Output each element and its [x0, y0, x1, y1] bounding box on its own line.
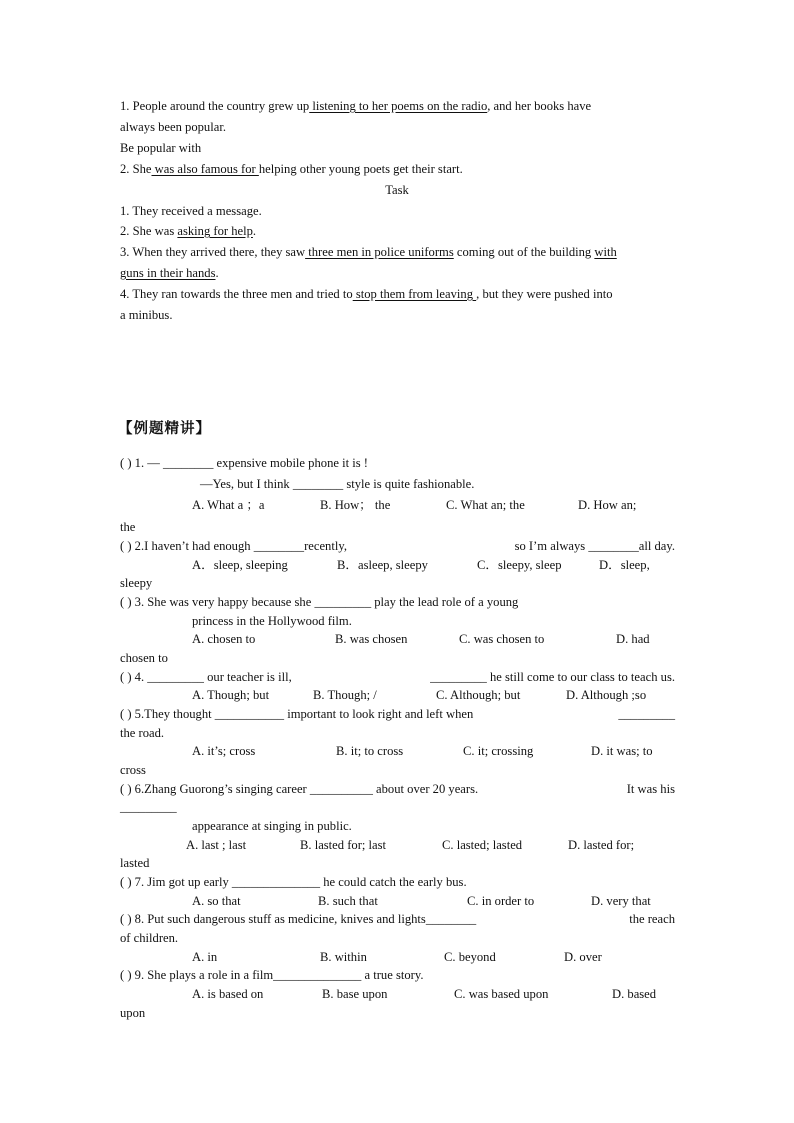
phrase: Be popular with [120, 141, 202, 155]
q9-option-d: D. based [612, 987, 657, 1001]
q9-option-a: A. is based on [192, 987, 264, 1001]
q4-option-a: A. Though; but [192, 688, 270, 702]
q6-option-c: C. lasted; lasted [442, 838, 523, 852]
task-1: 1. They received a message. [120, 204, 262, 218]
q7-option-c: C. in order to [467, 894, 535, 908]
q4-options [192, 686, 646, 704]
q1-options [192, 496, 636, 514]
q4-option-d: D. Although ;so [566, 688, 647, 702]
task-2: 2. She was asking for help. [120, 224, 257, 238]
q2-line: ( ) 2.I haven’t had enough ________recently, so I’m always ________all day. [120, 539, 675, 553]
q3-option-b: B. was chosen [335, 632, 408, 646]
q7-line: ( ) 7. Jim got up early ______________ he could catch the early bus. [120, 875, 467, 889]
q9-options [192, 985, 656, 1003]
q2-options [192, 556, 650, 574]
q1-option-a: A. What a ；a [192, 498, 265, 512]
task-heading: Task [385, 183, 409, 197]
q6-line2: appearance at singing in public. [192, 819, 352, 833]
q4-line: ( ) 4. _________ our teacher is ill, _________ he still come to our class to teach us. [120, 670, 675, 684]
q9-option-c: C. was based upon [454, 987, 549, 1001]
q3-line2: princess in the Hollywood film. [192, 614, 352, 628]
q6-option-d: D. lasted for; [568, 838, 635, 852]
q3-line: ( ) 3. She was very happy because she _________ play the lead role of a young [120, 595, 519, 609]
q7-options [192, 892, 651, 910]
q9-wrap: upon [120, 1006, 146, 1020]
q1-line2: —Yes, but I think ________ style is quite fashionable. [200, 477, 475, 491]
q3-options [192, 630, 650, 648]
q4-option-c: C. Although; but [436, 688, 521, 702]
q7-option-b: B. such that [318, 894, 378, 908]
q5-option-c: C. it; crossing [463, 744, 534, 758]
sentence-2: 2. She was also famous for helping other young poets get their start. [120, 162, 463, 176]
q6-option-b: B. lasted for; last [300, 838, 387, 852]
section-title: 【例题精讲】 [118, 421, 211, 437]
q2-option-d: D．sleep, [599, 558, 650, 572]
sentence-1: 1. People around the country grew up listening to her poems on the radio, and her books have [120, 99, 592, 113]
q4-option-b: B. Though; / [313, 688, 377, 702]
q5-wrap: cross [120, 763, 146, 777]
q2-option-a: A．sleep, sleeping [192, 558, 288, 572]
q5-wrap1: the road. [120, 726, 165, 740]
q8-option-a: A. in [192, 950, 218, 964]
q1-line: ( ) 1. — ________ expensive mobile phone it is ! [120, 456, 368, 470]
q2-option-c: C．sleepy, sleep [477, 558, 562, 572]
q1-option-c: C. What an; the [446, 498, 525, 512]
q5-options [192, 742, 653, 760]
q8-options [192, 948, 602, 966]
q3-option-c: C. was chosen to [459, 632, 545, 646]
q3-option-a: A. chosen to [192, 632, 256, 646]
q9-option-b: B. base upon [322, 987, 388, 1001]
q8-option-c: C. beyond [444, 950, 496, 964]
q6-options [186, 836, 634, 854]
q6-line: ( ) 6.Zhang Guorong’s singing career __________ about over 20 years. It was his [120, 782, 675, 796]
q1-wrap: the [120, 520, 136, 534]
q3-option-d: D. had [616, 632, 650, 646]
q5-option-b: B. it; to cross [336, 744, 404, 758]
q9-line: ( ) 9. She plays a role in a film______________ a true story. [120, 968, 424, 982]
q6-wrap: lasted [120, 856, 150, 870]
q8-option-d: D. over [564, 950, 602, 964]
q3-wrap: chosen to [120, 651, 168, 665]
q8-option-b: B. within [320, 950, 367, 964]
q2-wrap: sleepy [120, 576, 153, 590]
q1-option-d: D. How an; [578, 498, 637, 512]
task-3: 3. When they arrived there, they saw three men in police uniforms coming out of the building with [120, 245, 617, 259]
q7-option-a: A. so that [192, 894, 241, 908]
q1-option-b: B. How； the [320, 498, 391, 512]
q5-option-d: D. it was; to [591, 744, 653, 758]
q2-option-b: B．asleep, sleepy [337, 558, 428, 572]
q8-wrap1: of children. [120, 931, 179, 945]
q8-line: ( ) 8. Put such dangerous stuff as medicine, knives and lights________ the reach [120, 912, 675, 926]
q6-wrap1: _________ [120, 800, 177, 814]
sentence-1-cont: always been popular. [120, 120, 226, 134]
q5-option-a: A. it’s; cross [192, 744, 256, 758]
q7-option-d: D. very that [591, 894, 651, 908]
task-3-cont: guns in their hands. [120, 266, 219, 280]
task-4-cont: a minibus. [120, 308, 173, 322]
task-4: 4. They ran towards the three men and tried to stop them from leaving , but they were pushed into [120, 287, 613, 301]
q6-option-a: A. last ; last [186, 838, 247, 852]
q5-line: ( ) 5.They thought ___________ important to look right and left when _________ [120, 707, 675, 721]
